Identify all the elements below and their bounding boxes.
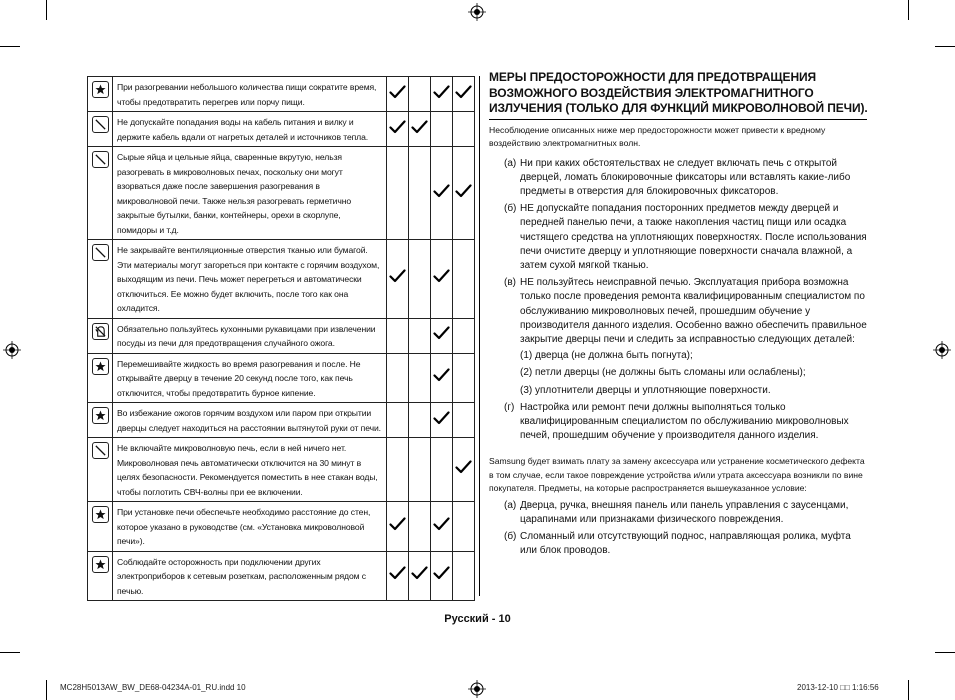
registration-mark-icon [933,341,951,359]
check-cell [453,353,475,403]
list-item [489,276,869,347]
registration-mark-icon [468,3,486,21]
sub-item: (3) уплотнители дверцы и уплотняющие поверхности. [520,384,771,396]
item-label: (а) [504,499,517,511]
check-cell [387,77,409,112]
checkmark-icon [455,85,472,104]
row-text: Во избежание ожогов горячим воздухом или паром при открытии дверцы следует находиться на расстоянии вытянутой руки от печи. [113,403,387,438]
check-cell [387,240,409,319]
sub-item: (2) петли дверцы (не должны быть сломаны или ослаблены); [520,367,806,379]
checkmark-icon [411,566,428,585]
check-cell [453,112,475,147]
date-slug: 2013-12-10 □□ 1:16:56 [797,683,879,692]
star-icon [92,81,109,98]
check-cell [387,502,409,552]
prohibit-icon [92,151,109,168]
check-cell [431,240,453,319]
check-cell [453,551,475,601]
checkmark-icon [389,85,406,104]
row-icon-cell [88,502,113,552]
check-cell [453,318,475,353]
checkmark-icon [433,368,450,387]
checkmark-icon [411,120,428,139]
table-row [88,403,475,438]
list-item [489,157,869,200]
checkmark-icon [433,566,450,585]
check-cell [387,551,409,601]
check-cell [453,403,475,438]
emi-section [489,70,869,558]
check-cell [431,147,453,240]
check-cell [453,502,475,552]
row-text: Обязательно пользуйтесь кухонными рукавицами при извлечении посуды из печи для предотвращения случайного ожога. [113,318,387,353]
check-cell [409,147,431,240]
checkmark-icon [433,85,450,104]
precautions-table [87,76,475,601]
prohibit-icon [92,116,109,133]
list-item [489,401,869,444]
check-cell [431,502,453,552]
check-cell [387,147,409,240]
row-icon-cell [88,551,113,601]
sub-item: (1) дверца (не должна быть погнута); [520,350,693,362]
check-cell [409,353,431,403]
check-cell [409,112,431,147]
row-icon-cell [88,147,113,240]
row-icon-cell [88,77,113,112]
checkmark-icon [455,460,472,479]
star-icon [92,407,109,424]
checkmark-icon [455,184,472,203]
item-text: НЕ пользуйтесь неисправной печью. Эксплуатация прибора возможна только после проведения ремонта квалифицированным специалистом по обслуживанию микроволновых печей, прошедшим обучение у производителя данного изделия. Особенно важно обеспечить правильное закрытие дверцы печи и следить за исправностью следующих деталей: [520,277,867,345]
check-cell [409,502,431,552]
item-label: (г) [504,401,515,413]
check-cell [387,438,409,502]
column-divider [479,76,480,596]
crop-mark [0,652,20,653]
check-cell [453,240,475,319]
section-title: МЕРЫ ПРЕДОСТОРОЖНОСТИ ДЛЯ ПРЕДОТВРАЩЕНИЯ ВОЗМОЖНОГО ВОЗДЕЙСТВИЯ ЭЛЕКТРОМАГНИТНОГО ИЗЛУЧЕНИЯ (ТОЛЬКО ДЛЯ ФУНКЦИЙ МИКРОВОЛНОВОЙ ПЕЧИ). [489,70,868,115]
prohibit-icon [92,442,109,459]
prohibit-icon [92,244,109,261]
mitt-icon [92,323,109,340]
check-cell [409,403,431,438]
row-text: Не включайте микроволновую печь, если в ней ничего нет. Микроволновая печь автоматически отключится на 30 минут в целях безопасности. Рекомендуется поместить в нее стакан воды, чтобы поглотить СВЧ-волны при ее включении. [113,438,387,502]
row-text: Не допускайте попадания воды на кабель питания и вилку и держите кабель вдали от нагретых деталей и источников тепла. [113,112,387,147]
checkmark-icon [433,269,450,288]
checkmark-icon [433,326,450,345]
table-row [88,502,475,552]
row-icon-cell [88,438,113,502]
checkmark-icon [389,269,406,288]
checkmark-icon [389,566,406,585]
row-text: Перемешивайте жидкость во время разогревания и после. Не открывайте дверцу в течение 20 секунд после того, как печь отключится, чтобы предотвратить бурное кипение. [113,353,387,403]
row-icon-cell [88,403,113,438]
crop-mark [908,0,909,20]
check-cell [431,353,453,403]
list-item [489,202,869,273]
check-cell [387,112,409,147]
warranty-paragraph: Samsung будет взимать плату за замену аксессуара или устранение косметического дефекта в том случае, если такое повреждение устройства и/или утрата аксессуара возникли по вине покупателя. Предметы, на которые распространяется вышеуказанное условие: [489,456,865,494]
crop-mark [46,0,47,20]
row-icon-cell [88,353,113,403]
table-row [88,77,475,112]
check-cell [431,438,453,502]
star-icon [92,358,109,375]
checkmark-icon [389,517,406,536]
check-cell [409,438,431,502]
item-label: (а) [504,157,517,169]
row-text: При разогревании небольшого количества пищи сократите время, чтобы предотвратить перегрев или порчу пищи. [113,77,387,112]
table-row [88,438,475,502]
checkmark-icon [433,517,450,536]
check-cell [409,240,431,319]
check-cell [409,77,431,112]
check-cell [409,551,431,601]
crop-mark [908,680,909,700]
check-cell [431,112,453,147]
file-slug: MC28H5013AW_BW_DE68-04234A-01_RU.indd 10 [60,683,246,692]
check-cell [431,551,453,601]
registration-mark-icon [3,341,21,359]
title-rule [489,119,867,120]
row-icon-cell [88,112,113,147]
item-text: Дверца, ручка, внешняя панель или панель управления с заусенцами, царапинами или признаками физического повреждения. [520,499,849,525]
table-row [88,240,475,319]
table-row [88,318,475,353]
table-row [88,353,475,403]
check-cell [453,438,475,502]
table-row [88,147,475,240]
page-number: Русский - 10 [444,613,511,625]
item-text: НЕ допускайте попадания посторонних предметов между дверцей и передней панелью печи, а также накопления частиц пищи или осадка чистящего средства на уплотняющих поверхностях. После использования печи очистите дверцу и уплотняющие поверхности сначала влажной, а затем сухой мягкой тканью. [520,203,867,271]
row-text: При установке печи обеспечьте необходимо расстояние до стен, которое указано в руководстве (см. «Установка микроволновой печи»). [113,502,387,552]
checkmark-icon [389,120,406,139]
row-text: Соблюдайте осторожность при подключении других электроприборов к сетевым розеткам, расположенным рядом с печью. [113,551,387,601]
check-cell [453,77,475,112]
star-icon [92,506,109,523]
row-text: Не закрывайте вентиляционные отверстия тканью или бумагой. Эти материалы могут загореться при контакте с горячим воздухом, выходящим из печи. Печь может перегреться и автоматически отключиться. Ее можно будет включить, после того как она охладится. [113,240,387,319]
list-item [489,530,869,558]
table-row [88,112,475,147]
checkmark-icon [433,411,450,430]
check-cell [431,77,453,112]
item-text: Настройка или ремонт печи должны выполняться только квалифицированным специалистом по обслуживанию микроволновых печей, прошедшим обучение у производителя данного изделия. [520,401,849,442]
item-label: (б) [504,530,517,542]
crop-mark [46,680,47,700]
registration-mark-icon [468,680,486,698]
item-text: Сломанный или отсутствующий поднос, направляющая ролика, муфта или блок проводов. [520,530,851,557]
checkmark-icon [433,184,450,203]
table-row [88,551,475,601]
row-icon-cell [88,318,113,353]
check-cell [387,403,409,438]
item-label: (б) [504,203,517,215]
section-intro: Несоблюдение описанных ниже мер предосторожности может привести к вредному воздействию электромагнитных волн. [489,124,826,148]
item-label: (в) [504,277,516,289]
list-item [489,499,869,527]
check-cell [387,318,409,353]
crop-mark [935,46,955,47]
crop-mark [935,652,955,653]
crop-mark [0,46,20,47]
star-icon [92,556,109,573]
check-cell [431,403,453,438]
row-icon-cell [88,240,113,319]
row-text: Сырые яйца и цельные яйца, сваренные вкрутую, нельзя разогревать в микроволновых печах, поскольку они могут взорваться даже после завершения разогревания в микроволновой печи. Также нельзя разогревать герметично закрытые бутылки, банки, контейнеры, орехи в скорлупе, помидоры и т.д. [113,147,387,240]
check-cell [453,147,475,240]
item-text: Ни при каких обстоятельствах не следует включать печь с открытой дверцей, ломать блокировочные фиксаторы или вставлять какие-либо предметы в отверстия для блокировочных фиксаторов. [520,157,851,197]
check-cell [431,318,453,353]
check-cell [387,353,409,403]
check-cell [409,318,431,353]
